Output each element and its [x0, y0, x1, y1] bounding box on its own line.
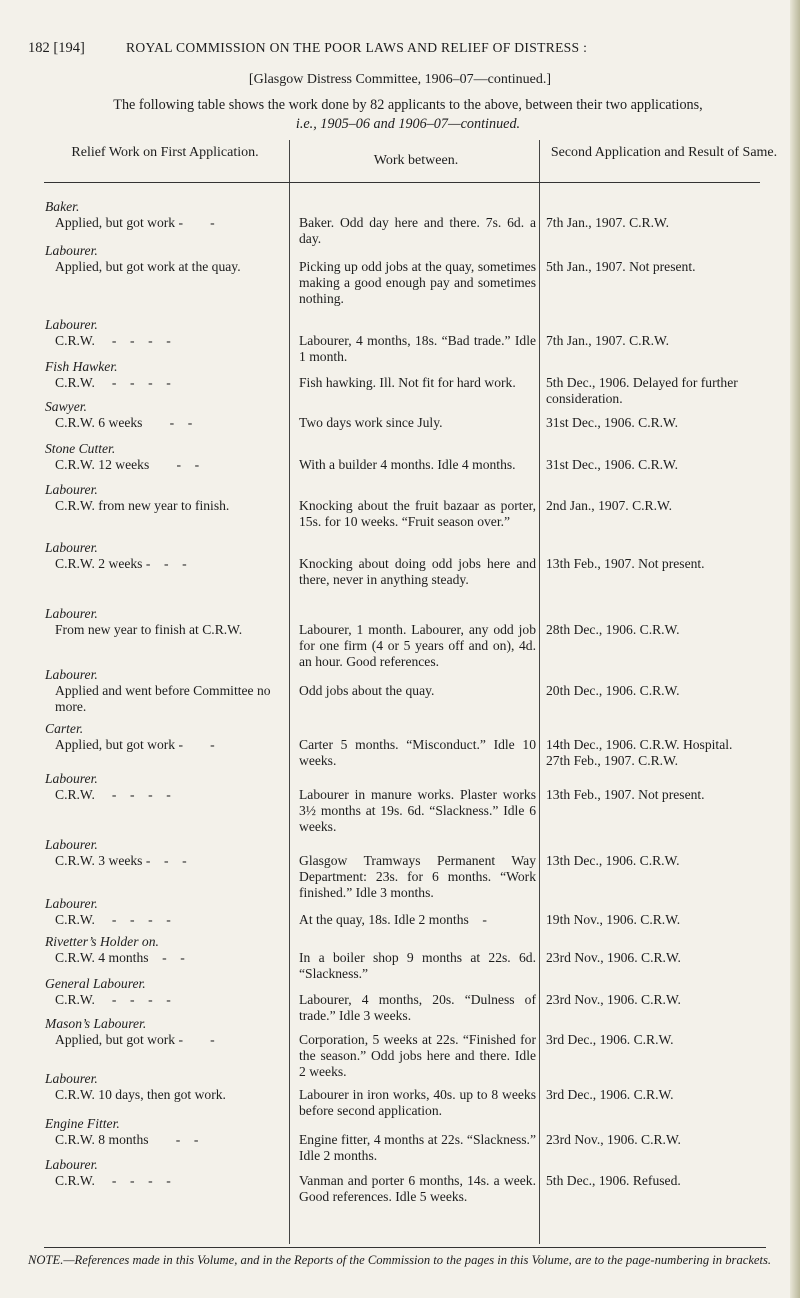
second-application-cell — [546, 375, 786, 407]
second-application-text: 7th Jan., 1907. C.R.W. — [546, 333, 669, 348]
second-application-cell — [546, 1173, 786, 1189]
first-application-text: C.R.W. 4 months - - — [55, 950, 185, 966]
occupation-label: Labourer. — [45, 837, 98, 852]
first-application-cell — [45, 667, 287, 716]
second-application-text: 31st Dec., 1906. C.R.W. — [546, 457, 679, 472]
work-between-cell — [299, 259, 536, 308]
second-application-cell — [546, 457, 786, 473]
work-between-cell — [299, 950, 536, 982]
header-rule — [44, 182, 760, 183]
second-application-text: 14th Dec., 1906. C.R.W. Hospital. — [546, 737, 733, 752]
work-between-text: Labourer, 1 month. Labourer, any odd job for one firm (4 or 5 years off and on), 4d. an hour. Good references. — [299, 622, 536, 670]
first-application-text: C.R.W. from new year to finish. — [55, 498, 230, 514]
second-application-text: 28th Dec., 1906. C.R.W. — [546, 622, 680, 637]
second-application-text: 5th Jan., 1907. Not present. — [546, 259, 696, 274]
second-application-cell — [546, 853, 786, 869]
first-application-text: C.R.W. - - - - — [55, 375, 171, 391]
occupation-label: Labourer. — [45, 1071, 98, 1086]
work-between-cell — [299, 992, 536, 1024]
occupation-label: Carter. — [45, 721, 84, 736]
column-header-first-application: Relief Work on First Application. — [71, 145, 259, 160]
work-between-text: Labourer, 4 months, 20s. “Dulness of trade.” Idle 3 weeks. — [299, 992, 536, 1024]
occupation-label: Sawyer. — [45, 399, 87, 414]
column-header-work-between: Work between. — [373, 153, 459, 168]
intro-line-1: The following table shows the work done by 82 applicants to the above, between their two applications, — [113, 97, 703, 113]
second-application-cell — [546, 1132, 786, 1148]
first-application-text: C.R.W. - - - - — [55, 992, 171, 1008]
work-between-cell — [299, 498, 536, 530]
work-between-text: Engine fitter, 4 months at 22s. “Slackness.” Idle 2 months. — [299, 1132, 536, 1164]
occupation-label: General Labourer. — [45, 976, 146, 991]
first-application-text: Applied, but got work - - — [55, 1032, 215, 1048]
column-divider-2 — [539, 140, 540, 1244]
first-application-text: C.R.W. 8 months - - — [55, 1132, 199, 1148]
table-intro — [32, 96, 784, 134]
occupation-label: Labourer. — [45, 243, 98, 258]
second-application-cell — [546, 787, 786, 803]
work-between-cell — [299, 1132, 536, 1164]
second-application-text: 2nd Jan., 1907. C.R.W. — [546, 498, 673, 513]
intro-line-2: i.e., 1905–06 and 1906–07—continued. — [295, 116, 521, 132]
work-between-text: Knocking about doing odd jobs here and there, never in anything steady. — [299, 556, 536, 588]
work-between-text: Knocking about the fruit bazaar as porter, 15s. for 10 weeks. “Fruit season over.” — [299, 498, 536, 530]
first-application-text: C.R.W. - - - - — [55, 333, 171, 349]
occupation-label: Labourer. — [45, 540, 98, 555]
column-header-second-application: Second Application and Result of Same. — [550, 145, 778, 160]
first-application-cell — [45, 199, 287, 231]
work-between-text: Labourer in manure works. Plaster works 3½ months at 19s. 6d. “Slackness.” Idle 6 weeks. — [299, 787, 536, 835]
second-application-cell — [546, 415, 786, 431]
first-application-cell — [45, 441, 287, 473]
first-application-cell — [45, 1157, 287, 1189]
first-application-cell — [45, 359, 287, 391]
second-application-cell — [546, 1087, 786, 1103]
work-between-text: Labourer, 4 months, 18s. “Bad trade.” Idle 1 month. — [299, 333, 536, 365]
second-application-text: 7th Jan., 1907. C.R.W. — [546, 215, 669, 230]
first-application-text: C.R.W. - - - - — [55, 787, 171, 803]
occupation-label: Stone Cutter. — [45, 441, 116, 456]
work-between-cell — [299, 912, 536, 928]
second-application-cell — [546, 992, 786, 1008]
work-between-cell — [299, 375, 536, 391]
second-application-text: 23rd Nov., 1906. C.R.W. — [546, 992, 681, 1007]
work-between-text: Glasgow Tramways Permanent Way Department: 23s. for 6 months. “Work finished.” Idle 3 months. — [299, 853, 536, 901]
occupation-label: Baker. — [45, 199, 80, 214]
second-application-text: 13th Feb., 1907. Not present. — [546, 556, 705, 571]
work-between-text: Odd jobs about the quay. — [299, 683, 435, 698]
second-application-cell — [546, 215, 786, 231]
second-application-text: 20th Dec., 1906. C.R.W. — [546, 683, 680, 698]
first-application-text: C.R.W. 2 weeks - - - — [55, 556, 187, 572]
second-application-cell — [546, 950, 786, 966]
work-between-text: Fish hawking. Ill. Not fit for hard work. — [299, 375, 516, 390]
first-application-text: Applied, but got work - - — [55, 215, 215, 231]
first-application-text: C.R.W. - - - - — [55, 1173, 171, 1189]
second-application-text: 23rd Nov., 1906. C.R.W. — [546, 950, 681, 965]
work-between-text: At the quay, 18s. Idle 2 months - — [299, 912, 487, 927]
second-application-text: 23rd Nov., 1906. C.R.W. — [546, 1132, 681, 1147]
work-between-text: Corporation, 5 weeks at 22s. “Finished for the season.” Odd jobs here and there. Idle 2 weeks. — [299, 1032, 536, 1080]
second-application-text: 5th Dec., 1906. Delayed for further consideration. — [546, 375, 738, 407]
first-application-cell — [45, 771, 287, 803]
work-between-cell — [299, 333, 536, 365]
work-between-text: In a boiler shop 9 months at 22s. 6d. “Slackness.” — [299, 950, 536, 982]
first-application-cell — [45, 540, 287, 572]
work-between-cell — [299, 457, 536, 473]
second-application-text: 19th Nov., 1906. C.R.W. — [546, 912, 681, 927]
first-application-text: Applied and went before Committee no more. — [55, 683, 271, 715]
first-application-cell — [45, 837, 287, 869]
first-application-cell — [45, 243, 287, 275]
second-application-text-extra: 27th Feb., 1907. C.R.W. — [546, 753, 679, 769]
first-application-cell — [45, 1016, 287, 1048]
first-application-cell — [45, 317, 287, 349]
footnote: NOTE.—References made in this Volume, and in the Reports of the Commission to the pages in this Volume, are to the page-numbering in brackets. — [28, 1253, 772, 1267]
second-application-text: 3rd Dec., 1906. C.R.W. — [546, 1032, 674, 1047]
first-application-text: C.R.W. 12 weeks - - — [55, 457, 200, 473]
occupation-label: Labourer. — [45, 896, 98, 911]
second-application-text: 5th Dec., 1906. Refused. — [546, 1173, 681, 1188]
work-between-text: Vanman and porter 6 months, 14s. a week. Good references. Idle 5 weeks. — [299, 1173, 536, 1205]
work-between-cell — [299, 622, 536, 671]
first-application-cell — [45, 1116, 287, 1148]
second-application-text: 31st Dec., 1906. C.R.W. — [546, 415, 679, 430]
work-between-cell — [299, 683, 536, 699]
work-between-cell — [299, 215, 536, 247]
first-application-text: Applied, but got work - - — [55, 737, 215, 753]
work-between-cell — [299, 1032, 536, 1081]
second-application-cell — [546, 259, 786, 275]
scan-edge-shadow — [790, 0, 800, 1298]
running-title: ROYAL COMMISSION ON THE POOR LAWS AND RELIEF OF DISTRESS : — [126, 40, 588, 55]
work-between-cell — [299, 737, 536, 769]
second-application-cell — [546, 737, 786, 769]
first-application-cell — [45, 976, 287, 1008]
first-application-cell — [45, 721, 287, 753]
work-between-cell — [299, 853, 536, 902]
work-between-cell — [299, 415, 536, 431]
occupation-label: Labourer. — [45, 482, 98, 497]
work-between-text: Two days work since July. — [299, 415, 443, 430]
first-application-text: C.R.W. 6 weeks - - — [55, 415, 193, 431]
occupation-label: Rivetter’s Holder on. — [45, 934, 159, 949]
work-between-text: Carter 5 months. “Misconduct.” Idle 10 weeks. — [299, 737, 536, 769]
first-application-text: Applied, but got work at the quay. — [55, 259, 241, 275]
work-between-cell — [299, 787, 536, 836]
column-divider-1 — [289, 140, 290, 1244]
first-application-text: C.R.W. 3 weeks - - - — [55, 853, 187, 869]
occupation-label: Labourer. — [45, 667, 98, 682]
first-application-cell — [45, 934, 287, 966]
first-application-cell — [45, 482, 287, 514]
second-application-cell — [546, 622, 786, 638]
work-between-cell — [299, 556, 536, 588]
first-application-text: From new year to finish at C.R.W. — [55, 622, 243, 638]
first-application-text: C.R.W. 10 days, then got work. — [55, 1087, 226, 1103]
first-application-cell — [45, 896, 287, 928]
first-application-cell — [45, 399, 287, 431]
second-application-cell — [546, 556, 786, 572]
work-between-cell — [299, 1173, 536, 1205]
second-application-cell — [546, 1032, 786, 1048]
occupation-label: Engine Fitter. — [45, 1116, 120, 1131]
second-application-text: 3rd Dec., 1906. C.R.W. — [546, 1087, 674, 1102]
second-application-cell — [546, 333, 786, 349]
occupation-label: Mason’s Labourer. — [45, 1016, 147, 1031]
work-between-text: With a builder 4 months. Idle 4 months. — [299, 457, 516, 472]
first-application-cell — [45, 1071, 287, 1103]
second-application-text: 13th Dec., 1906. C.R.W. — [546, 853, 680, 868]
occupation-label: Labourer. — [45, 317, 98, 332]
second-application-cell — [546, 498, 786, 514]
work-between-text: Baker. Odd day here and there. 7s. 6d. a day. — [299, 215, 536, 247]
occupation-label: Labourer. — [45, 1157, 98, 1172]
second-application-text: 13th Feb., 1907. Not present. — [546, 787, 705, 802]
occupation-label: Fish Hawker. — [45, 359, 118, 374]
second-application-cell — [546, 683, 786, 699]
work-between-cell — [299, 1087, 536, 1119]
first-application-text: C.R.W. - - - - — [55, 912, 171, 928]
work-between-text: Labourer in iron works, 40s. up to 8 weeks before second application. — [299, 1087, 536, 1119]
footer-rule — [44, 1247, 766, 1248]
work-between-text: Picking up odd jobs at the quay, sometimes making a good enough pay and sometimes nothing. — [299, 259, 536, 307]
section-subheading: [Glasgow Distress Committee, 1906–07—continued.] — [248, 72, 552, 87]
first-application-cell — [45, 606, 287, 638]
occupation-label: Labourer. — [45, 771, 98, 786]
page-number: 182 [194] — [28, 40, 85, 56]
occupation-label: Labourer. — [45, 606, 98, 621]
second-application-cell — [546, 912, 786, 928]
